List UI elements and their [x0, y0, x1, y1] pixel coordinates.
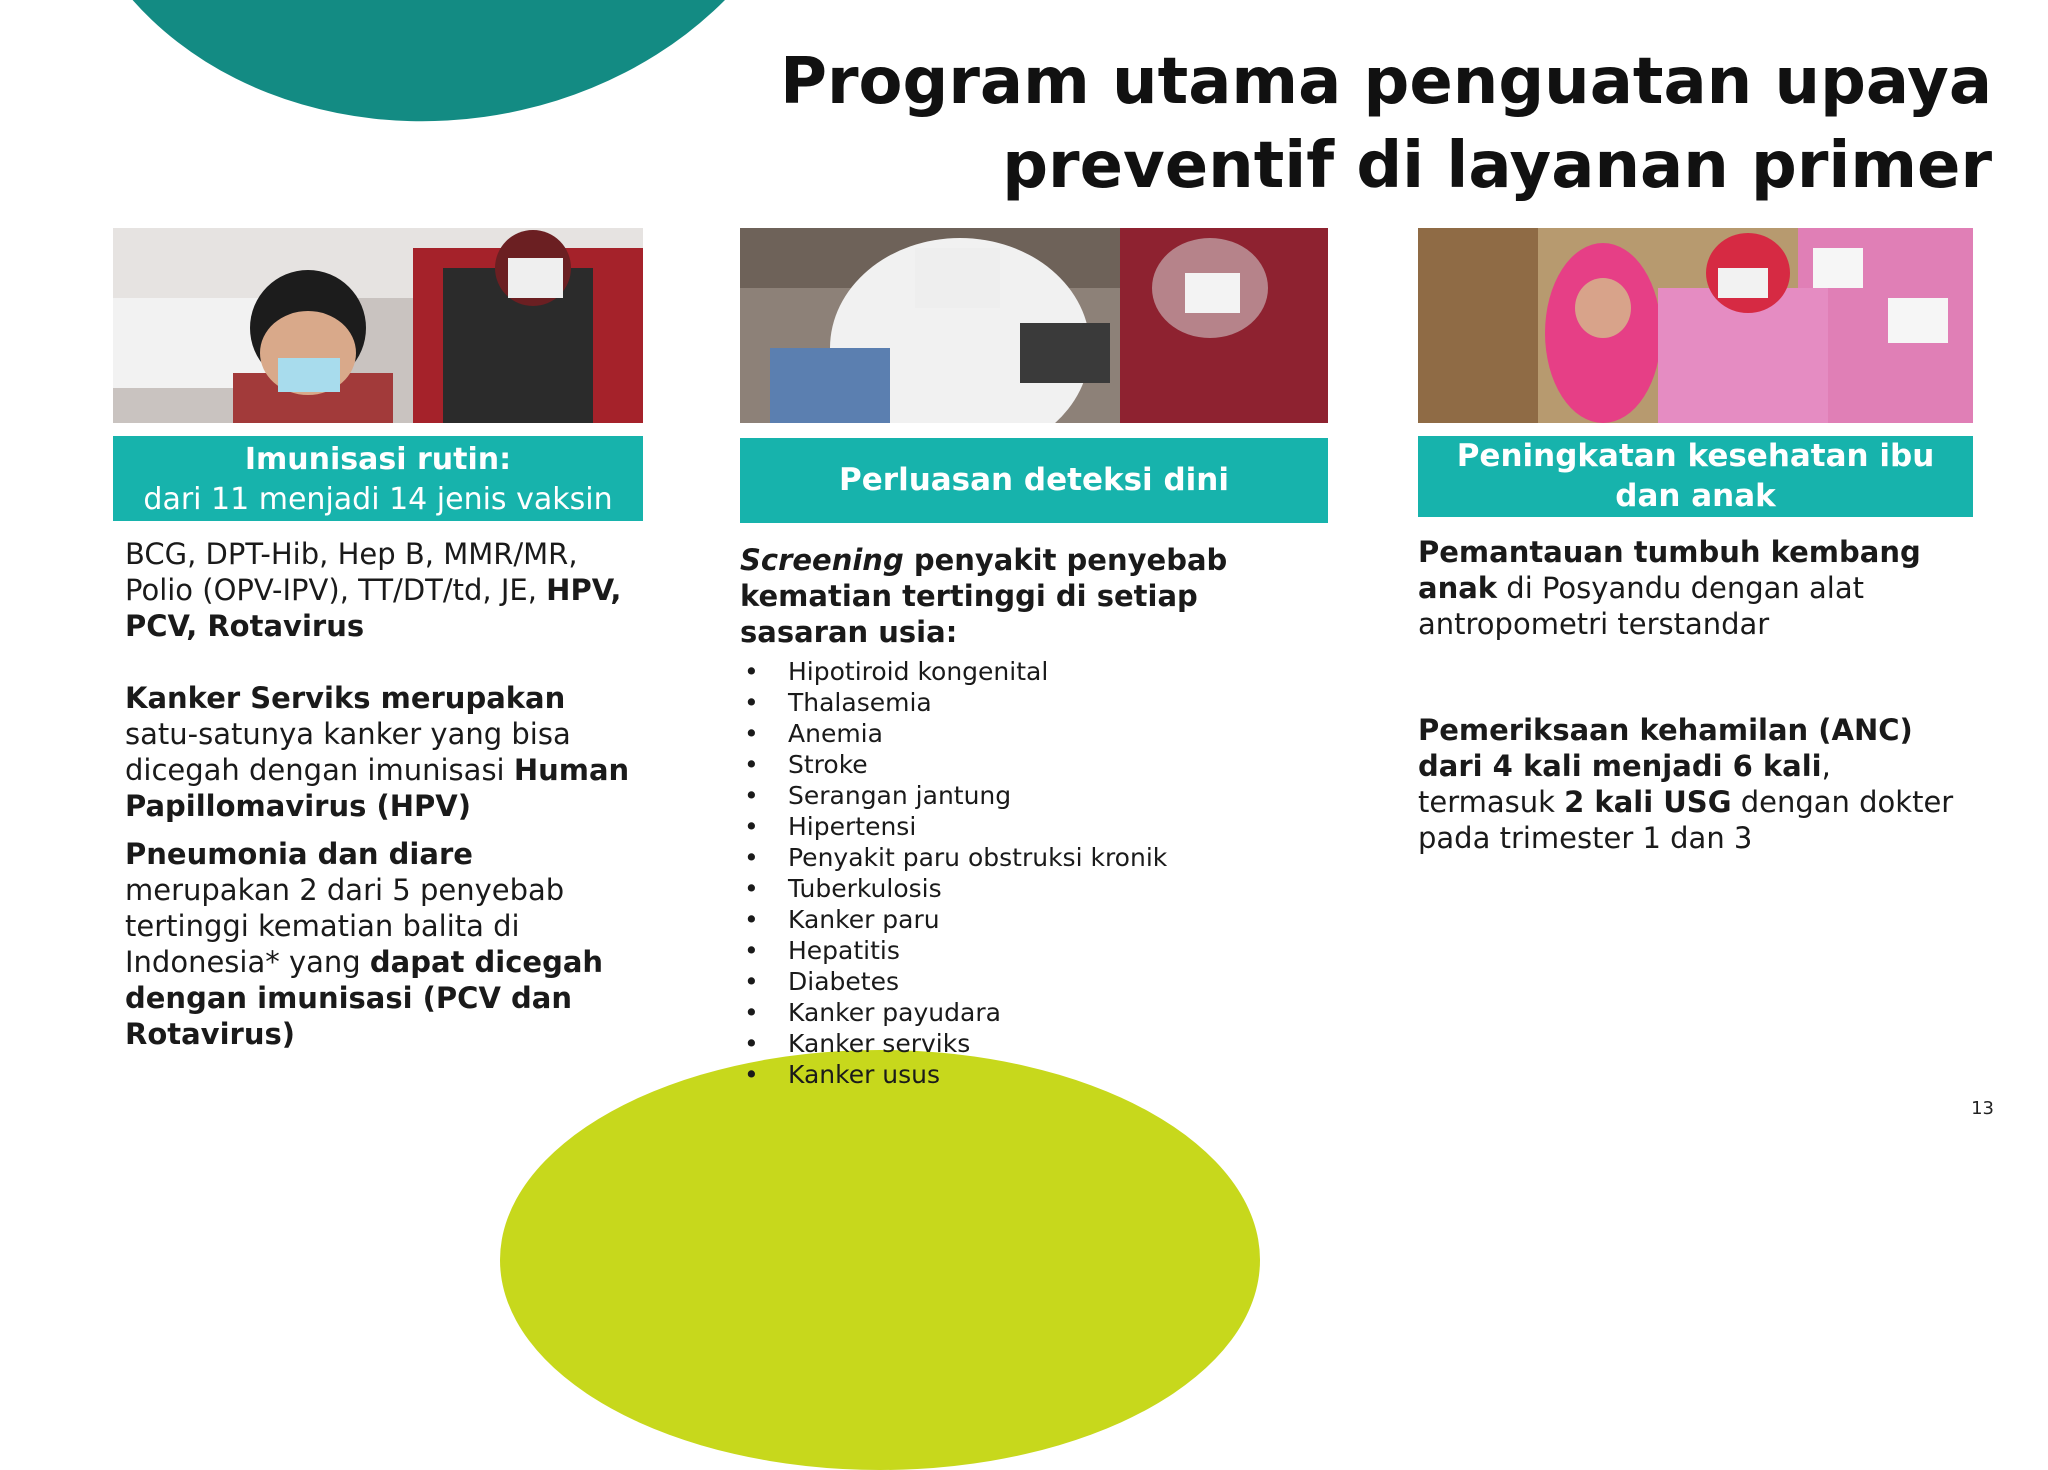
list-item: • Kanker paru	[740, 904, 1328, 935]
text-deteksi-dini	[740, 542, 1328, 1090]
decorative-lime-shape	[500, 1050, 1260, 1470]
list-item: • Hipertensi	[740, 811, 1328, 842]
list-item: • Stroke	[740, 749, 1328, 780]
list-item: • Kanker serviks	[740, 1028, 1328, 1059]
page-number: 13	[1971, 1098, 1994, 1119]
title-line-2: preventif di layanan primer	[1002, 129, 1992, 203]
paragraph-kanker-serviks: Kanker Serviks merupakan satu-satunya kanker yang bisa dicegah dengan imunisasi Human Papillomavirus (HPV)	[125, 681, 630, 823]
list-item: • Diabetes	[740, 966, 1328, 997]
list-item: • Serangan jantung	[740, 780, 1328, 811]
paragraph-anc: Pemeriksaan kehamilan (ANC) dari 4 kali menjadi 6 kali, termasuk 2 kali USG dengan dokter pada trimester 1 dan 3	[1418, 713, 1954, 855]
band-kesehatan-title-line-2: dan anak	[1615, 478, 1776, 514]
list-item: • Tuberkulosis	[740, 873, 1328, 904]
band-imunisasi-subtitle: dari 11 menjadi 14 jenis vaksin	[143, 482, 613, 517]
list-item: • Thalasemia	[740, 687, 1328, 718]
list-item: • Anemia	[740, 718, 1328, 749]
photo-posyandu	[1418, 228, 1973, 423]
band-deteksi-dini	[740, 438, 1328, 523]
column-imunisasi	[113, 228, 643, 1051]
text-kesehatan-ibu-anak	[1418, 534, 1973, 856]
band-imunisasi	[113, 436, 643, 521]
paragraph-screening-intro: Screening penyakit penyebab kematian tertinggi di setiap sasaran usia:	[740, 543, 1228, 649]
band-kesehatan-title-line-1: Peningkatan kesehatan ibu	[1456, 438, 1935, 474]
photo-screening	[740, 228, 1328, 423]
band-imunisasi-title: Imunisasi rutin:	[244, 442, 512, 477]
list-item: • Kanker payudara	[740, 997, 1328, 1028]
photo-vaccination	[113, 228, 643, 423]
title-line-1: Program utama penguatan upaya	[780, 45, 1992, 119]
column-kesehatan-ibu-anak	[1418, 228, 1973, 855]
screening-disease-list	[740, 656, 1328, 1090]
list-item: • Hipotiroid kongenital	[740, 656, 1328, 687]
list-item: • Penyakit paru obstruksi kronik	[740, 842, 1328, 873]
text-imunisasi	[113, 536, 643, 1052]
band-deteksi-dini-title: Perluasan deteksi dini	[839, 462, 1229, 498]
slide-title	[592, 40, 1992, 208]
band-kesehatan-ibu-anak	[1418, 436, 1973, 517]
paragraph-vaksin-list: BCG, DPT-Hib, Hep B, MMR/MR, Polio (OPV-IPV), TT/DT/td, JE, HPV, PCV, Rotavirus	[125, 537, 622, 643]
paragraph-pemantauan: Pemantauan tumbuh kembang anak di Posyandu dengan alat antropometri terstandar	[1418, 535, 1921, 641]
list-item: • Kanker usus	[740, 1059, 1328, 1090]
paragraph-pneumonia: Pneumonia dan diare merupakan 2 dari 5 penyebab tertinggi kematian balita di Indonesia* yang dapat dicegah dengan imunisasi (PCV dan Rotavirus)	[125, 837, 604, 1051]
column-deteksi-dini	[740, 228, 1328, 1089]
list-item: • Hepatitis	[740, 935, 1328, 966]
